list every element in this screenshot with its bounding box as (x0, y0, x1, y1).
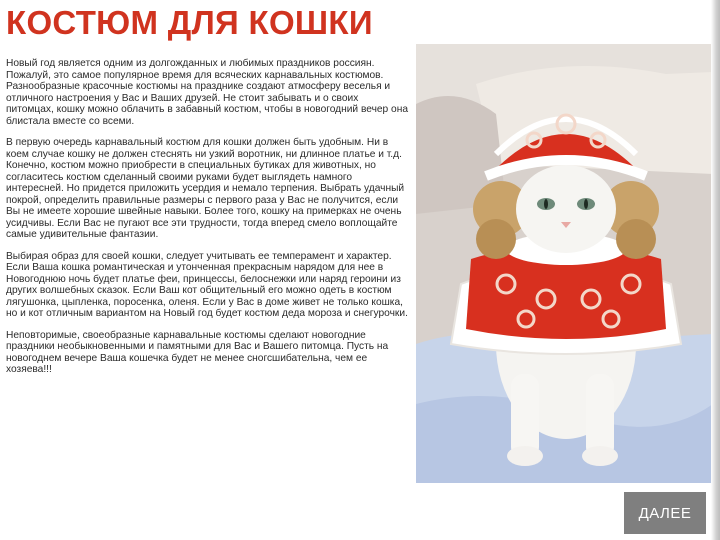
paragraph-1: Новый год является одним из долгожданных и любимых праздников россиян. Пожалуй, это самое популярное время для всяческих карнавальных костюмов. Разнообразные красочные костюмы на празднике создают атмосферу веселья и отличного настроения у Вас и Ваших друзей. Не стоит забывать и о своих питомцах, кошку можно облачить в забавный костюм, чтобы в новогодний вечер она блистала вместе со всеми. (6, 58, 409, 127)
next-button[interactable]: ДАЛЕЕ (622, 490, 708, 536)
body-text (6, 58, 408, 386)
cat-costume-photo (416, 44, 713, 483)
paragraph-3: Выбирая образ для своей кошки, следует учитывать ее темперамент и характер. Если Ваша кошка романтическая и утонченная прекрасным нарядом для нее в Новогоднюю ночь будет платье феи, принцессы, белоснежки или наряд героини из других волшебных сказок. Если Ваш кот общительный его можно одеть в костюм лягушонка, цыпленка, поросенка, оленя. Если у Вас в доме живет не только кошка, но и кот отличным вариантом на Новый год будет костюм деда мороза и снегурочки. (6, 250, 408, 319)
paragraph-4: Неповторимые, своеобразные карнавальные костюмы сделают новогодние праздники необыкновенными и памятными для Вас и Вашего питомца. Пусть на новогоднем вечере Ваша кошечка будет не менее сногсшибательна, чем ее хозяева!!! (6, 329, 389, 375)
page-edge (711, 0, 720, 540)
slide-title: КОСТЮМ ДЛЯ КОШКИ (6, 4, 373, 41)
paragraph-2: В первую очередь карнавальный костюм для кошки должен быть удобным. Ни в коем случае кошку не должен стеснять ни узкий воротник, ни длинное платье и т.д. Конечно, костюм можно приобрести в специальных бутиках для животных, но согласитесь костюм сделанный своими руками будет выглядеть намного интересней. Но придется приложить усердия и немало терпения. Выбрать удачный покрой, определить правильные размеры с первого раза у Вас не получится, если Вы не имеете хорошие швейные навыки. Более того, кошку на примерках не очень усидчивы. Если Вас не пугают все эти трудности, тогда вперед смело воплощайте самые удивительные фантазии. (6, 137, 405, 240)
